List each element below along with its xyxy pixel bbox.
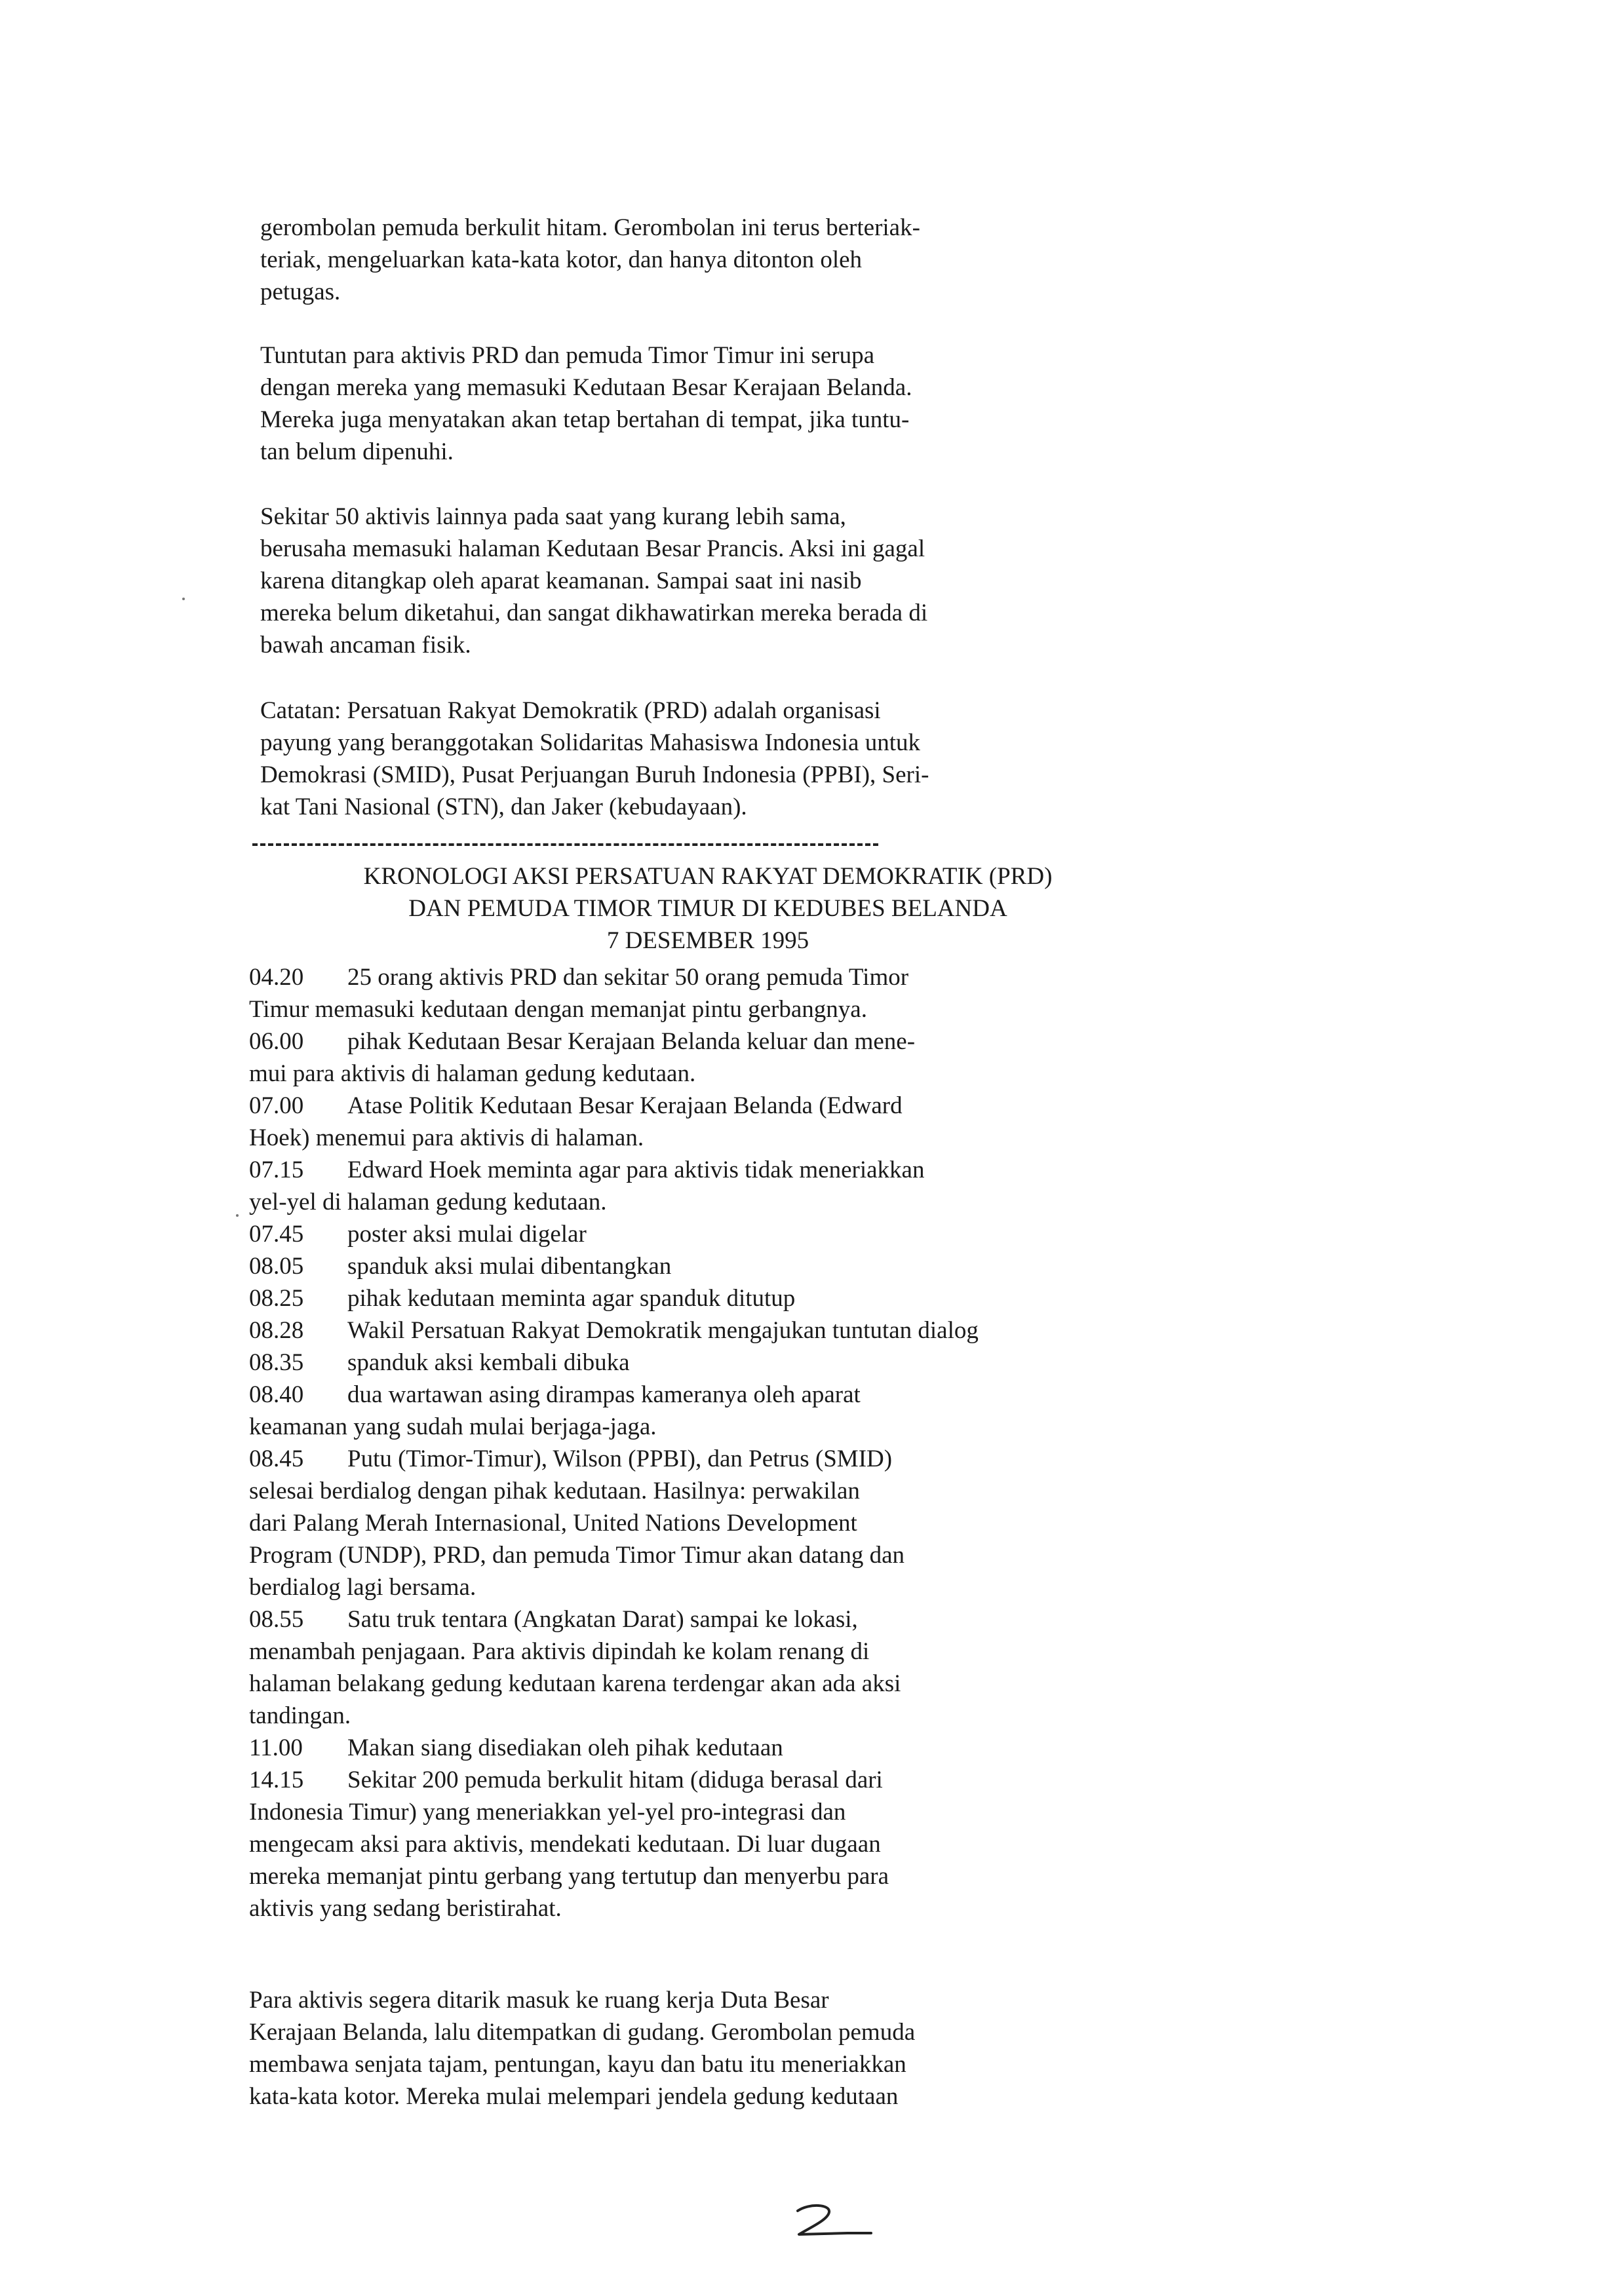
entry-time: 11.00 — [249, 1734, 303, 1761]
entry-text: Program (UNDP), PRD, dan pemuda Timor Timur akan datang dan — [249, 1542, 905, 1569]
chronology-entry — [249, 1218, 1154, 1250]
entry-time: 07.00 — [249, 1092, 304, 1119]
entry-text: poster aksi mulai digelar — [347, 1221, 587, 1248]
text-line: kat Tani Nasional (STN), dan Jaker (kebudayaan). — [260, 794, 747, 820]
entry-text: Atase Politik Kedutaan Besar Kerajaan Belanda (Edward — [347, 1092, 903, 1119]
chronology-entry — [249, 1090, 1154, 1154]
entry-text: 25 orang aktivis PRD dan sekitar 50 orang pemuda Timor — [347, 964, 909, 991]
text-line: dengan mereka yang memasuki Kedutaan Besar Kerajaan Belanda. — [260, 374, 912, 401]
entry-text: pihak kedutaan meminta agar spanduk ditutup — [347, 1285, 796, 1312]
dashed-separator — [252, 843, 878, 846]
text-line: Mereka juga menyatakan akan tetap bertahan di tempat, jika tuntu- — [260, 406, 910, 433]
text-line: berusaha memasuki halaman Kedutaan Besar Prancis. Aksi ini gagal — [260, 535, 925, 562]
text-line: Tuntutan para aktivis PRD dan pemuda Timor Timur ini serupa — [260, 342, 875, 369]
chronology-entry — [249, 1347, 1154, 1379]
entry-time: 08.35 — [249, 1349, 304, 1376]
entry-time: 04.20 — [249, 964, 304, 991]
closing-paragraph — [249, 1984, 1127, 2113]
entry-time: 07.45 — [249, 1221, 304, 1248]
entry-text: mereka memanjat pintu gerbang yang tertutup dan menyerbu para — [249, 1863, 889, 1890]
entry-text: Putu (Timor-Timur), Wilson (PPBI), dan Petrus (SMID) — [347, 1445, 893, 1472]
text-line: bawah ancaman fisik. — [260, 632, 471, 659]
entry-text: Sekitar 200 pemuda berkulit hitam (diduga berasal dari — [347, 1767, 883, 1793]
chronology-entry — [249, 1603, 1154, 1732]
text-line: Demokrasi (SMID), Pusat Perjuangan Buruh Indonesia (PPBI), Seri- — [260, 761, 929, 788]
paragraph-note — [260, 695, 1138, 823]
entry-text: aktivis yang sedang beristirahat. — [249, 1895, 562, 1922]
paragraph-1 — [260, 212, 1138, 308]
chronology-list — [249, 961, 1154, 1924]
entry-text: pihak Kedutaan Besar Kerajaan Belanda keluar dan mene- — [347, 1028, 916, 1055]
handwritten-page-number — [790, 2202, 875, 2241]
chronology-entry — [249, 1282, 1154, 1314]
chronology-entry — [249, 1732, 1154, 1764]
scan-speck — [236, 1214, 239, 1217]
entry-text: Satu truk tentara (Angkatan Darat) sampai ke lokasi, — [347, 1606, 858, 1633]
entry-text: selesai berdialog dengan pihak kedutaan. Hasilnya: perwakilan — [249, 1478, 860, 1504]
text-line: gerombolan pemuda berkulit hitam. Gerombolan ini terus berteriak- — [260, 214, 920, 241]
entry-text: yel-yel di halaman gedung kedutaan. — [249, 1189, 607, 1215]
text-line: tan belum dipenuhi. — [260, 438, 454, 465]
entry-time: 08.45 — [249, 1445, 304, 1472]
entry-text: tandingan. — [249, 1702, 351, 1729]
entry-text: keamanan yang sudah mulai berjaga-jaga. — [249, 1413, 657, 1440]
entry-text: mui para aktivis di halaman gedung kedutaan. — [249, 1060, 696, 1087]
paragraph-3 — [260, 501, 1138, 661]
text-line: kata-kata kotor. Mereka mulai melempari jendela gedung kedutaan — [249, 2083, 899, 2110]
entry-time: 08.40 — [249, 1381, 304, 1408]
entry-text: Makan siang disediakan oleh pihak kedutaan — [347, 1734, 783, 1761]
chronology-entry — [249, 1379, 1154, 1443]
scan-speck — [182, 598, 185, 600]
entry-text: berdialog lagi bersama. — [249, 1574, 477, 1601]
text-line: teriak, mengeluarkan kata-kata kotor, dan hanya ditonton oleh — [260, 246, 863, 273]
text-line: membawa senjata tajam, pentungan, kayu dan batu itu meneriakkan — [249, 2051, 906, 2078]
text-line: petugas. — [260, 278, 341, 305]
entry-text: mengecam aksi para aktivis, mendekati kedutaan. Di luar dugaan — [249, 1831, 881, 1858]
entry-text: dari Palang Merah Internasional, United Nations Development — [249, 1510, 857, 1537]
entry-text: spanduk aksi kembali dibuka — [347, 1349, 630, 1376]
text-line: Para aktivis segera ditarik masuk ke ruang kerja Duta Besar — [249, 1987, 829, 2014]
entry-time: 08.28 — [249, 1317, 304, 1344]
entry-text: menambah penjagaan. Para aktivis dipindah ke kolam renang di — [249, 1638, 870, 1665]
entry-text: Edward Hoek meminta agar para aktivis tidak meneriakkan — [347, 1157, 925, 1183]
entry-text: halaman belakang gedung kedutaan karena terdengar akan ada aksi — [249, 1670, 901, 1697]
entry-time: 14.15 — [249, 1767, 304, 1793]
chronology-entry — [249, 1154, 1154, 1218]
entry-text: Indonesia Timur) yang meneriakkan yel-yel pro-integrasi dan — [249, 1799, 846, 1826]
entry-text: Hoek) menemui para aktivis di halaman. — [249, 1124, 644, 1151]
text-line: Sekitar 50 aktivis lainnya pada saat yang kurang lebih sama, — [260, 503, 846, 530]
entry-time: 07.15 — [249, 1157, 304, 1183]
text-line: Kerajaan Belanda, lalu ditempatkan di gudang. Gerombolan pemuda — [249, 2019, 916, 2046]
entry-text: spanduk aksi mulai dibentangkan — [347, 1253, 672, 1280]
chronology-entry — [249, 1250, 1154, 1282]
chronology-entry — [249, 961, 1154, 1025]
entry-text: Timur memasuki kedutaan dengan memanjat pintu gerbangnya. — [249, 996, 867, 1023]
chronology-entry — [249, 1314, 1154, 1347]
heading-line-1: KRONOLOGI AKSI PERSATUAN RAKYAT DEMOKRATIK (PRD) — [363, 863, 1053, 890]
chronology-entry — [249, 1025, 1154, 1090]
text-line: payung yang beranggotakan Solidaritas Mahasiswa Indonesia untuk — [260, 729, 920, 756]
entry-time: 08.55 — [249, 1606, 304, 1633]
entry-text: dua wartawan asing dirampas kameranya oleh aparat — [347, 1381, 861, 1408]
paragraph-2 — [260, 339, 1138, 468]
entry-time: 08.05 — [249, 1253, 304, 1280]
chronology-entry — [249, 1764, 1154, 1924]
text-line: Catatan: Persatuan Rakyat Demokratik (PRD) adalah organisasi — [260, 697, 881, 724]
entry-time: 08.25 — [249, 1285, 304, 1312]
text-line: karena ditangkap oleh aparat keamanan. Sampai saat ini nasib — [260, 567, 862, 594]
chronology-heading — [249, 860, 1167, 957]
text-line: mereka belum diketahui, dan sangat dikhawatirkan mereka berada di — [260, 600, 928, 626]
entry-text: Wakil Persatuan Rakyat Demokratik mengajukan tuntutan dialog — [347, 1317, 979, 1344]
entry-time: 06.00 — [249, 1028, 304, 1055]
chronology-entry — [249, 1443, 1154, 1603]
heading-date: 7 DESEMBER 1995 — [606, 927, 809, 954]
heading-line-2: DAN PEMUDA TIMOR TIMUR DI KEDUBES BELANDA — [408, 895, 1007, 922]
